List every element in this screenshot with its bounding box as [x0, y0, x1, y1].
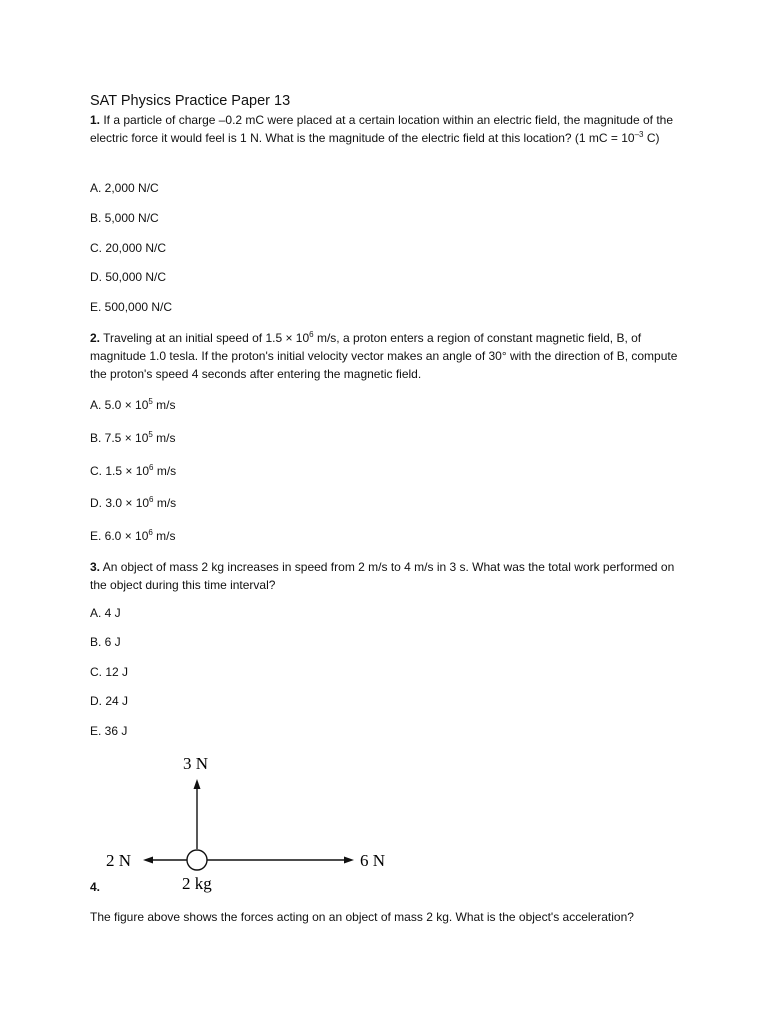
q2-option-a: A. $5.0 \times 10^5$ m/s — [90, 397, 176, 412]
right-arrowhead-icon — [344, 857, 354, 864]
right-force-label: 6 N — [360, 851, 386, 870]
q1-option-d: D. 50,000 N/C — [90, 270, 167, 284]
question-2-text: 2. Traveling at an initial speed of $1.5 \times 10^6$ m/s, a proton enters a region of constant magnetic field, B, of magnitude 1.0 tesla. If the proton's initial velocity vector makes an angle of 30° with the direction of B, compute the proton's speed 4 seconds after entering the magnetic field. — [90, 330, 678, 381]
q1-option-a: A. 2,000 N/C — [90, 181, 159, 195]
left-force-label: 2 N — [106, 851, 132, 870]
question-2-number: 2. — [90, 331, 101, 345]
question-1-number: 1. — [90, 113, 101, 127]
question-3-text: 3. An object of mass 2 kg increases in speed from 2 m/s to 4 m/s in 3 s. What was the total work performed on the object during this time interval? — [90, 560, 675, 592]
q3-option-b: B. 6 J — [90, 635, 121, 649]
q2-option-b: B. $7.5 \times 10^5$ m/s — [90, 430, 176, 445]
document-title: SAT Physics Practice Paper 13 — [90, 93, 291, 109]
question-4-text: The figure above shows the forces acting on an object of mass 2 kg. What is the object's acceleration? — [90, 910, 634, 924]
q1-option-e: E. 500,000 N/C — [90, 300, 173, 314]
object-circle — [187, 850, 207, 870]
force-diagram — [90, 748, 400, 898]
q3-option-e: E. 36 J — [90, 724, 128, 738]
question-1-text: 1. If a particle of charge –0.2 mC were placed at a certain location within an electric field, the magnitude of the electric force it would feel is 1 N. What is the magnitude of the electric field at this location? (1 mC = $10^{-3}$ C) — [90, 113, 673, 145]
up-force-label: 3 N — [183, 754, 209, 773]
q3-option-c: C. 12 J — [90, 665, 129, 679]
up-arrowhead-icon — [194, 779, 201, 789]
q3-option-a: A. 4 J — [90, 606, 121, 620]
q2-option-e: E. $6.0 \times 10^6$ m/s — [90, 528, 176, 543]
question-3-number: 3. — [90, 560, 101, 574]
q2-option-d: D. $3.0 \times 10^6$ m/s — [90, 495, 177, 510]
q1-option-b: B. 5,000 N/C — [90, 211, 159, 225]
q1-option-c: C. 20,000 N/C — [90, 241, 167, 255]
question-4-number: 4. — [90, 880, 101, 894]
q2-option-c: C. $1.5 \times 10^6$ m/s — [90, 463, 177, 478]
q3-option-d: D. 24 J — [90, 694, 129, 708]
left-arrowhead-icon — [143, 857, 153, 864]
mass-label: 2 kg — [182, 874, 212, 893]
